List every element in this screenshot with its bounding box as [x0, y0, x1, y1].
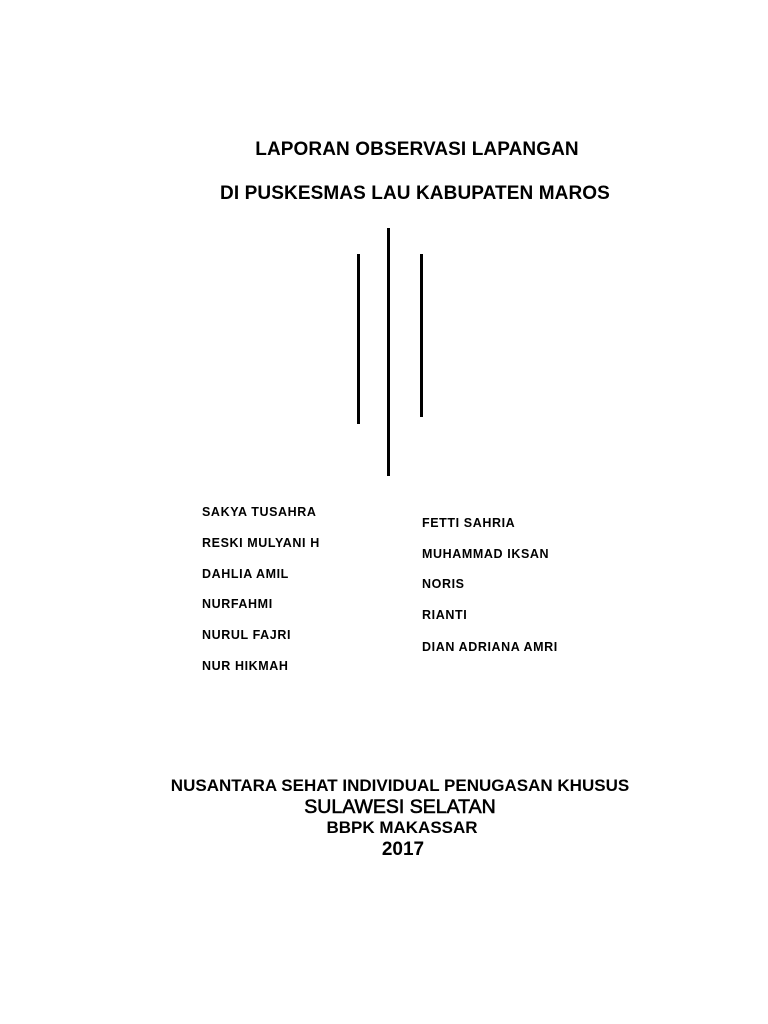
member-name: RIANTI — [422, 608, 468, 622]
vertical-line-right — [420, 254, 423, 417]
member-name: NURFAHMI — [202, 597, 273, 611]
report-title: LAPORAN OBSERVASI LAPANGAN — [255, 139, 579, 160]
member-name: NURUL FAJRI — [202, 628, 292, 642]
report-subtitle: DI PUSKESMAS LAU KABUPATEN MAROS — [220, 183, 610, 204]
province-name: SULAWESI SELATAN — [304, 796, 496, 818]
program-name: NUSANTARA SEHAT INDIVIDUAL PENUGASAN KHUSUS — [170, 776, 630, 795]
member-name: DIAN ADRIANA AMRI — [422, 640, 558, 654]
year: 2017 — [381, 839, 425, 860]
institution-name: BBPK MAKASSAR — [326, 818, 478, 837]
member-name: SAKYA TUSAHRA — [202, 505, 317, 519]
vertical-line-left — [357, 254, 360, 424]
member-name: NORIS — [422, 577, 465, 591]
member-name: FETTI SAHRIA — [422, 516, 516, 530]
member-name: NUR HIKMAH — [202, 659, 289, 673]
member-name: MUHAMMAD IKSAN — [422, 547, 550, 561]
vertical-line-center — [387, 228, 390, 476]
member-name: RESKI MULYANI H — [202, 536, 320, 550]
member-name: DAHLIA AMIL — [202, 567, 289, 581]
